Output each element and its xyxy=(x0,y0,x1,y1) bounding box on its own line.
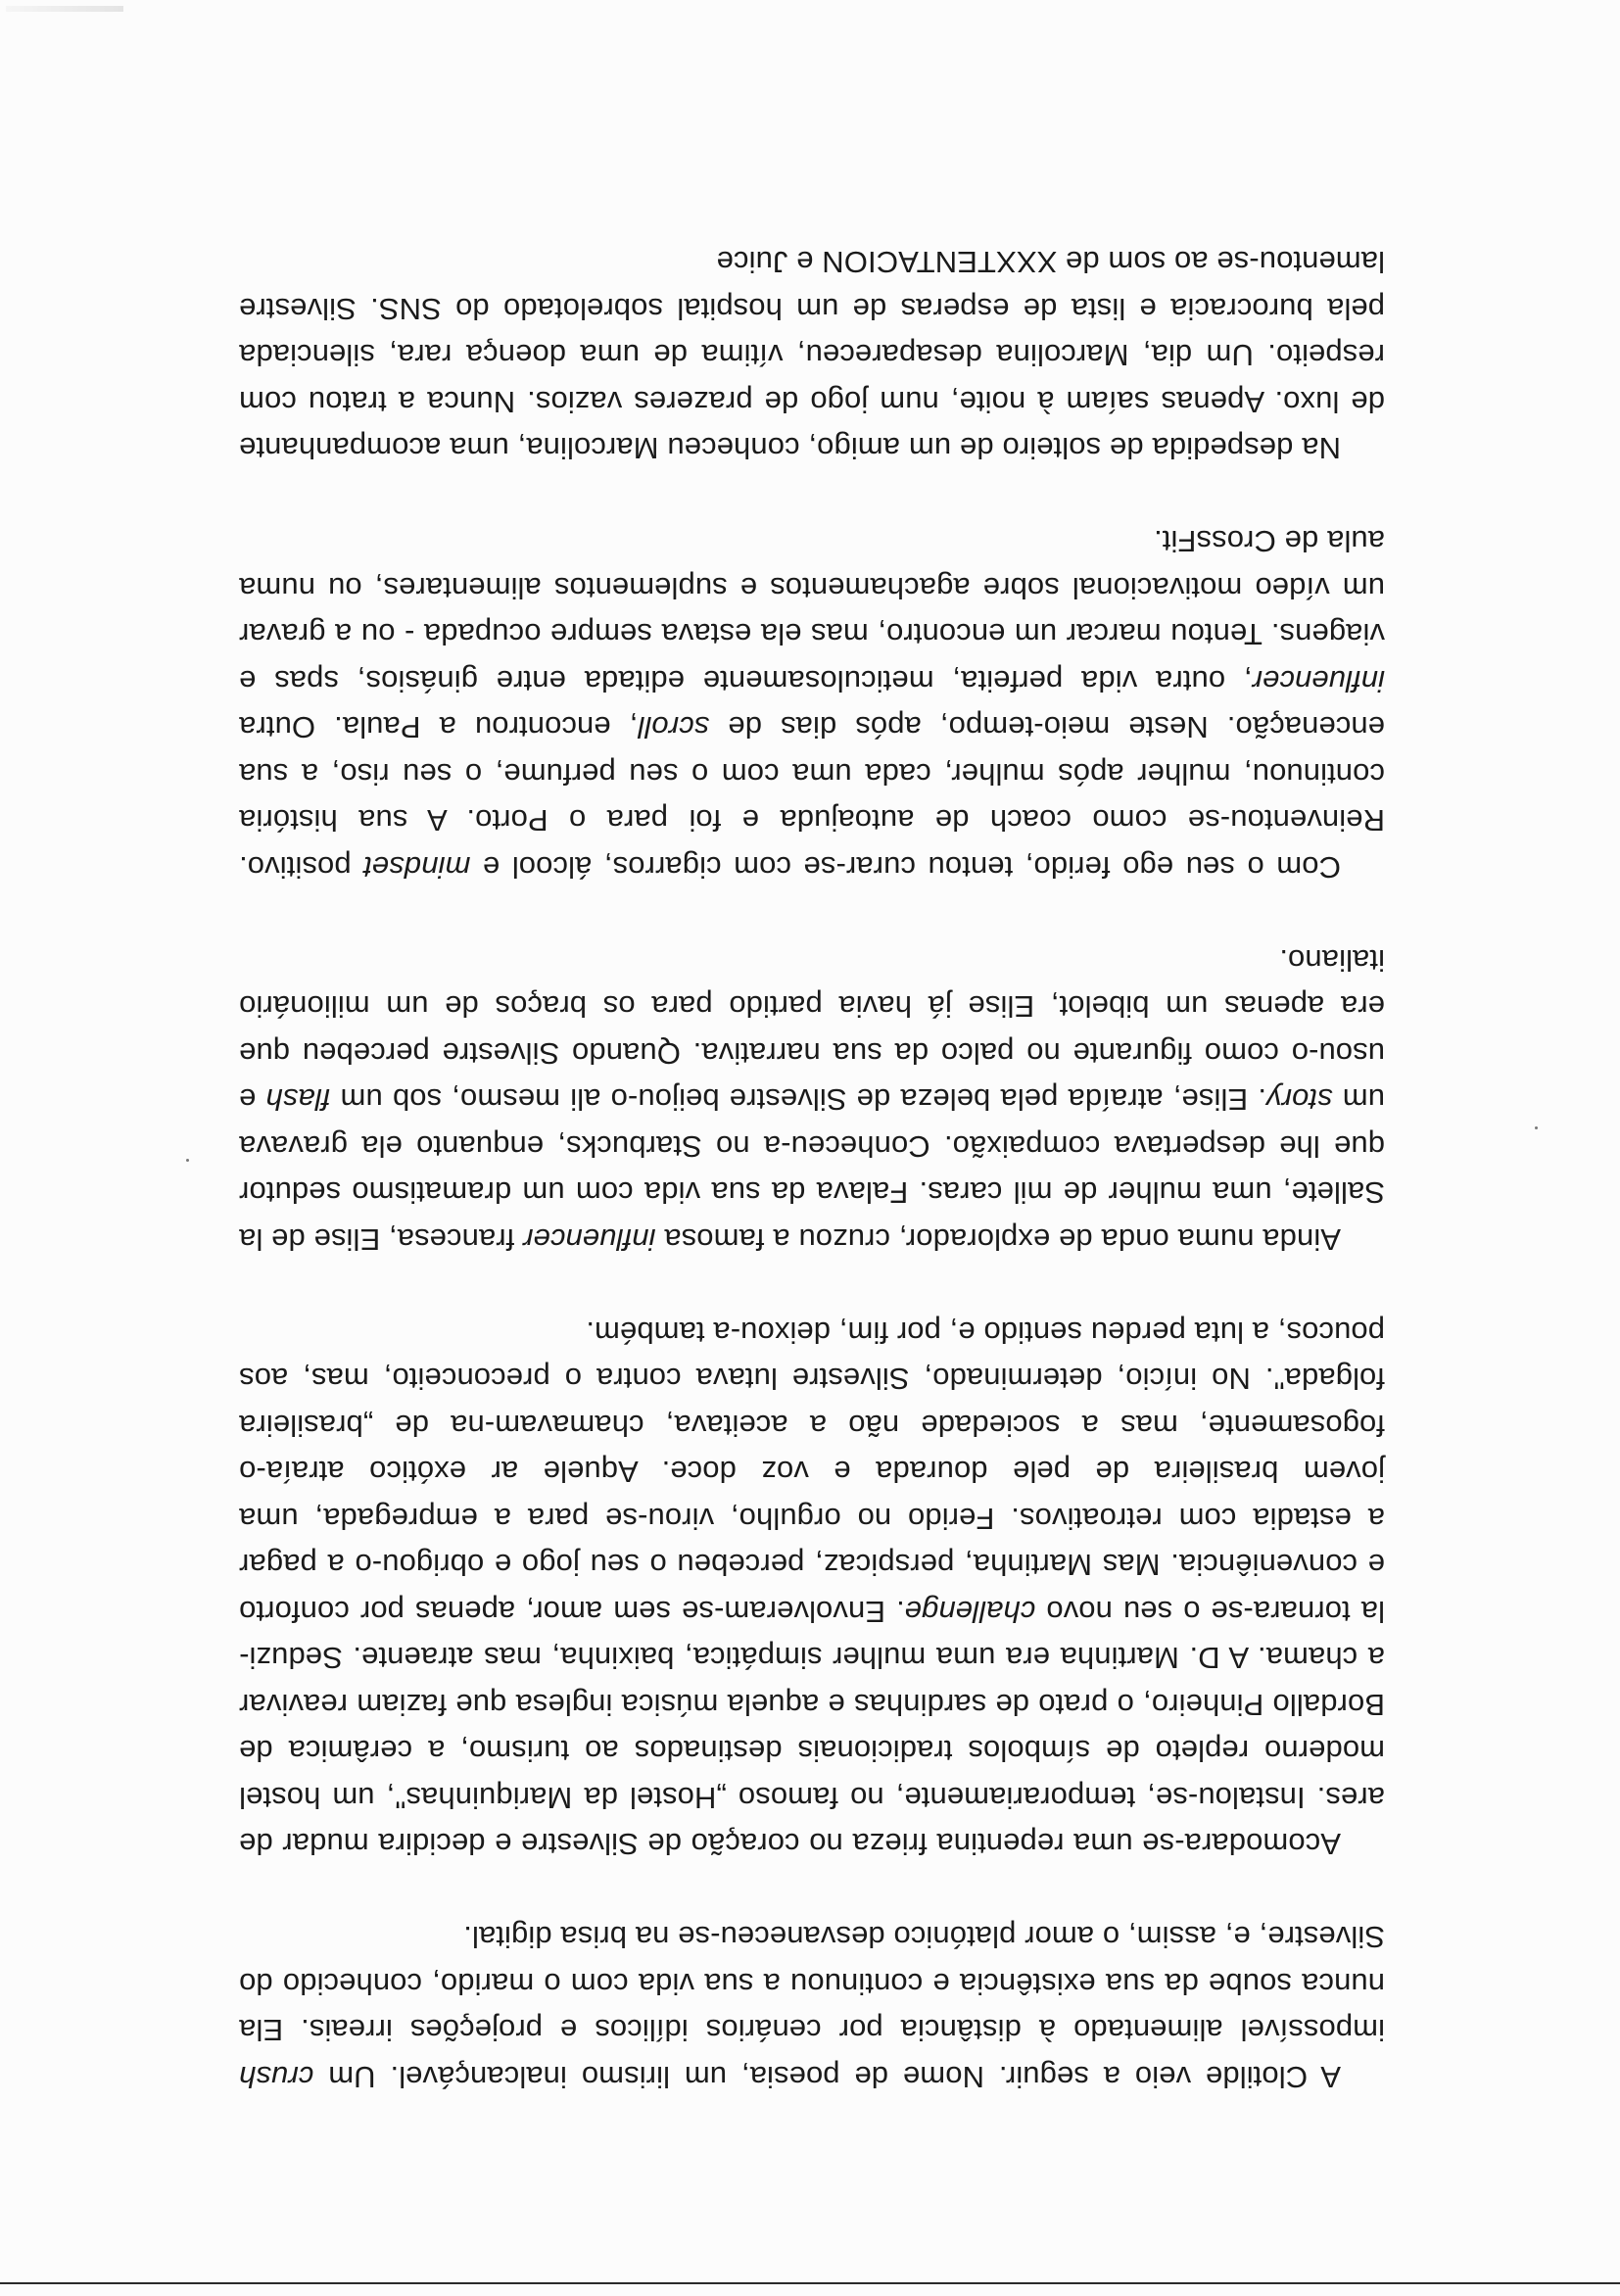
paragraph xyxy=(239,518,1385,890)
scan-corner-mark xyxy=(6,6,123,12)
italic-term: mindset xyxy=(363,850,471,885)
italic-term: scroll xyxy=(638,710,710,745)
paragraph xyxy=(239,1914,1385,2100)
italic-term: story xyxy=(1265,1082,1333,1118)
page-edge-line xyxy=(0,2282,1620,2284)
text-run: , encontrou a Paula. Outra xyxy=(239,710,639,745)
text-run: Ainda numa onda de explorador, cruzou a famosa xyxy=(655,1222,1341,1257)
italic-term: flash xyxy=(265,1082,331,1118)
text-run: . Envolveram-se sem amor, apenas por conforto e conveniência. Mas Martinha, perspicaz, percebeu o seu jogo e obrigou-o a pagar a estadia com retroativos. Ferido no orgulho, virou-se para a empregada, uma jovem brasileira de pele dourada e voz doce. Aquele ar exótico atraía-o fogosamente, mas a sociedade não a aceitava, chamavam-na de „brasileira folgada". No início, determinado, Silvestre lutava contra o preconceito, mas, aos poucos, a luta perdeu sentido e, por fim, deixou-a também. xyxy=(239,1315,1385,1629)
text-run: e usou-o como figurante no palco da sua narrativa. Quando Silvestre percebeu que era apenas um bibelot, Elise já havia partido para os braços de um milionário italiano. xyxy=(239,943,1385,1118)
paragraph xyxy=(239,1310,1385,1868)
text-run: Acomodara-se uma repentina frieza no coração de Silvestre e decidira mudar de ares. Instalou-se, temporariamente, no famoso „Hostel da Mariquinhas", um hostel moderno repleto de símbolos tradicionais destinados ao turismo, a cerâmica de Bordallo Pinheiro, o prato de sardinhas e aquela música inglesa que faziam reavivar a chama. A D. Martinha era uma mulher simpática, baixinha, mas atraente. Seduzi-la tornara-se o seu novo xyxy=(239,1595,1385,1862)
scan-speck xyxy=(1535,1126,1538,1129)
text-run: positivo. Reinventou-se como coach de autoajuda e foi para o Porto. A sua história continuou, mulher após mulher, cada uma com o seu perfume, o seu riso, a sua encenação. Neste meio-tempo, após dias de xyxy=(239,710,1385,885)
document-body xyxy=(239,239,1385,2100)
italic-term: challenge xyxy=(904,1595,1036,1629)
paragraph xyxy=(239,937,1385,1264)
text-run: Com o seu ego ferido, tentou curar-se com cigarros, álcool e xyxy=(470,850,1341,885)
text-run: impossível alimentado à distância por cenários idílicos e projeções irreais. Ela nunca soube da sua existência e continuou a sua vida com o marido, conhecido do Silvestre, e, assim, o amor platónico desvaneceu-se na brisa digital. xyxy=(239,1920,1385,2048)
italic-term: crush xyxy=(239,2060,314,2094)
text-run: . Elise, atraída pela beleza de Silvestre beijou-o ali mesmo, sob um xyxy=(330,1082,1266,1118)
text-run: , outra vida perfeita, meticulosamente editada entre ginásios, spas e viagens. Tentou marcar um encontro, mas ela estava sempre ocupada - ou a gravar um vídeo motivacional sobre agachamentos e suplementos alimentares, ou numa aula de CrossFit. xyxy=(239,524,1385,698)
text-run: A Clotilde veio a seguir. Nome de poesia, um lirismo inalcançável. Um xyxy=(313,2060,1341,2094)
italic-term: influencer xyxy=(523,1222,656,1257)
text-run: francesa, Elise de la Sallete, uma mulher de mil caras. Falava da sua vida com um dramatismo sedutor que lhe despertava compaixão. Conheceu-a no Starbucks, enquanto ela gravava um xyxy=(238,1082,1385,1257)
scan-speck xyxy=(186,1159,189,1162)
text-run: Na despedida de solteiro de um amigo, conheceu Marcolina, uma acompanhante de luxo. Apenas saíam à noite, num jogo de prazeres vazios. Nunca a tratou com respeito. Um dia, Marcolina desapareceu, vítima de uma doença rara, silenciada pela burocracia e lista de esperas de um hospital sobrelotado do SNS. Silvestre lamentou-se ao som de XXXTENTACION e Juice xyxy=(239,245,1385,466)
paragraph xyxy=(239,239,1385,472)
italic-term: influencer xyxy=(1252,664,1385,698)
